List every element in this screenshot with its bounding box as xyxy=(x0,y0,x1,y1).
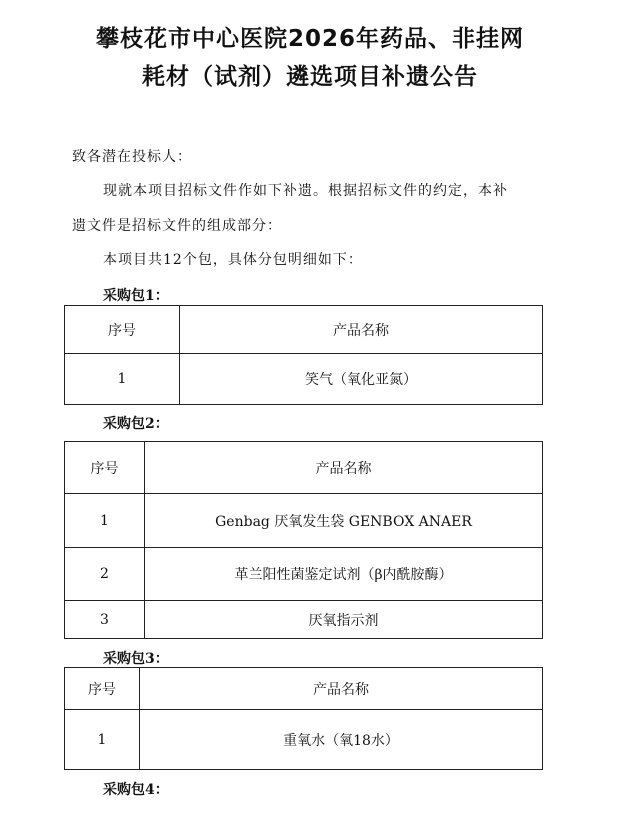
table-header-row xyxy=(65,668,543,710)
row-seq: 1 xyxy=(65,354,180,405)
row-product-name: 重氧水（氧18水） xyxy=(140,710,543,770)
header-product-name: 产品名称 xyxy=(140,668,543,710)
notice-title-line-2: 耗材（试剂）遴选项目补遗公告 xyxy=(142,64,478,90)
row-seq: 3 xyxy=(65,601,145,639)
package-2-table xyxy=(64,441,543,639)
package-2-label: 采购包2： xyxy=(103,416,169,432)
row-product-name: 厌氧指示剂 xyxy=(145,601,543,639)
paragraph-1-line-1: 现就本项目招标文件作如下补遗。根据招标文件的约定，本补 xyxy=(103,183,508,199)
notice-title-line-1: 攀枝花市中心医院2026年药品、非挂网 xyxy=(95,26,524,52)
paragraph-2: 本项目共12个包，具体分包明细如下： xyxy=(103,252,363,268)
table-header-row xyxy=(65,306,543,354)
row-product-name: Genbag 厌氧发生袋 GENBOX ANAER xyxy=(145,494,543,548)
header-product-name: 产品名称 xyxy=(145,442,543,494)
header-seq: 序号 xyxy=(65,442,145,494)
row-product-name: 革兰阳性菌鉴定试剂（β内酰胺酶） xyxy=(145,548,543,601)
row-product-name: 笑气（氧化亚氮） xyxy=(180,354,543,405)
package-1-label: 采购包1： xyxy=(103,288,169,304)
package-1-table xyxy=(64,305,543,405)
row-seq: 2 xyxy=(65,548,145,601)
header-product-name: 产品名称 xyxy=(180,306,543,354)
table-row xyxy=(65,354,543,405)
salutation: 致各潜在投标人： xyxy=(72,149,192,165)
row-seq: 1 xyxy=(65,710,140,770)
header-seq: 序号 xyxy=(65,306,180,354)
package-4-label: 采购包4： xyxy=(103,782,169,798)
table-row xyxy=(65,710,543,770)
package-3-label: 采购包3： xyxy=(103,651,169,667)
header-seq: 序号 xyxy=(65,668,140,710)
table-header-row xyxy=(65,442,543,494)
paragraph-1-line-2: 遗文件是招标文件的组成部分： xyxy=(72,218,282,234)
package-3-table xyxy=(64,667,543,770)
table-row xyxy=(65,601,543,639)
table-row xyxy=(65,494,543,548)
table-row xyxy=(65,548,543,601)
row-seq: 1 xyxy=(65,494,145,548)
